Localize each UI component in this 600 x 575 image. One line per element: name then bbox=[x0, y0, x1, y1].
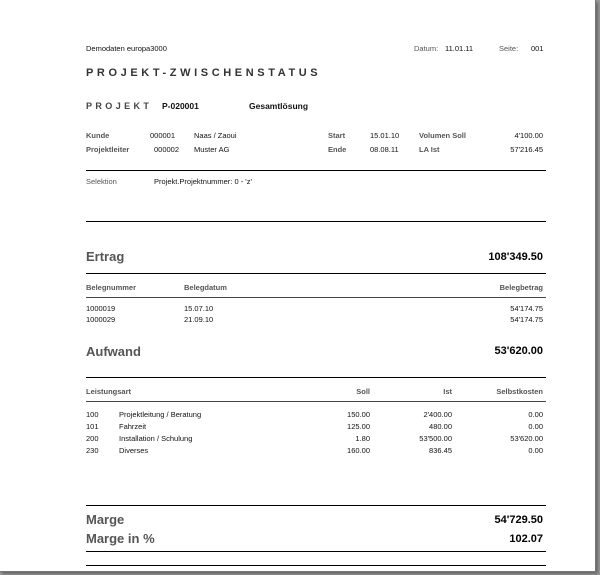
divider-aufwand bbox=[86, 377, 546, 378]
volumen-value: 4'100.00 bbox=[514, 131, 543, 140]
selektion-value: Projekt.Projektnummer: 0 - 'z' bbox=[154, 177, 252, 186]
belegdatum-cell: 15.07.10 bbox=[184, 304, 214, 313]
la-ist-value: 57'216.45 bbox=[510, 145, 543, 154]
ist-cell: 480.00 bbox=[429, 422, 452, 431]
leistungsart-code: 200 bbox=[86, 434, 99, 443]
seite-value: 001 bbox=[531, 44, 544, 53]
marge-pct-value: 102.07 bbox=[509, 533, 543, 545]
table-row bbox=[86, 315, 546, 325]
divider-summary-bottom bbox=[86, 565, 546, 566]
soll-cell: 160.00 bbox=[347, 446, 370, 455]
aufwand-total: 53'620.00 bbox=[494, 345, 543, 357]
col-belegnummer: Belegnummer bbox=[86, 283, 137, 292]
ende-label: Ende bbox=[328, 145, 347, 154]
document-title: PROJEKT-ZWISCHENSTATUS bbox=[86, 67, 322, 79]
datum-label: Datum: bbox=[414, 44, 439, 53]
leistungsart-code: 101 bbox=[86, 422, 99, 431]
table-row bbox=[86, 410, 546, 420]
table-row bbox=[86, 422, 546, 432]
kunde-number: 000001 bbox=[150, 131, 176, 140]
seite-label: Seite: bbox=[499, 44, 519, 53]
selbstkosten-cell: 0.00 bbox=[528, 422, 543, 431]
ende-value: 08.08.11 bbox=[370, 145, 399, 154]
col-soll: Soll bbox=[356, 387, 370, 396]
kunde-label: Kunde bbox=[86, 131, 110, 140]
selbstkosten-cell: 0.00 bbox=[528, 446, 543, 455]
projektleiter-number: 000002 bbox=[154, 145, 180, 154]
divider-info bbox=[86, 170, 546, 171]
divider-selektion bbox=[86, 221, 546, 222]
ertrag-total: 108'349.50 bbox=[488, 251, 543, 263]
ist-cell: 53'500.00 bbox=[419, 434, 452, 443]
leistungsart-name: Installation / Schulung bbox=[119, 434, 193, 443]
col-ist: Ist bbox=[443, 387, 452, 396]
soll-cell: 1.80 bbox=[355, 434, 370, 443]
table-row bbox=[86, 434, 546, 444]
marge-label: Marge bbox=[86, 512, 125, 527]
divider-summary-mid bbox=[86, 551, 546, 552]
projekt-name: Gesamtlösung bbox=[249, 101, 309, 111]
divider-summary-top bbox=[86, 505, 546, 506]
volumen-label: Volumen Soll bbox=[419, 131, 466, 140]
leistungsart-name: Projektleitung / Beratung bbox=[119, 410, 202, 419]
belegdatum-cell: 21.09.10 bbox=[184, 315, 214, 324]
la-ist-label: LA Ist bbox=[419, 145, 440, 154]
table-row bbox=[86, 446, 546, 456]
table-row bbox=[86, 304, 546, 314]
projekt-label: PROJEKT bbox=[86, 101, 153, 111]
col-selbstkosten: Selbstkosten bbox=[496, 387, 543, 396]
divider-ertrag bbox=[86, 273, 546, 274]
belegnummer-cell: 1000019 bbox=[86, 304, 116, 313]
datum-value: 11.01.11 bbox=[445, 44, 474, 53]
selektion-label: Selektion bbox=[86, 177, 117, 186]
aufwand-header-row bbox=[86, 387, 546, 397]
belegbetrag-cell: 54'174.75 bbox=[510, 315, 543, 324]
leistungsart-name: Fahrzeit bbox=[119, 422, 147, 431]
col-leistungsart: Leistungsart bbox=[86, 387, 132, 396]
belegnummer-cell: 1000029 bbox=[86, 315, 116, 324]
ertrag-title: Ertrag bbox=[86, 249, 125, 264]
divider-aufwand-header bbox=[86, 401, 546, 402]
col-belegdatum: Belegdatum bbox=[184, 283, 227, 292]
leistungsart-name: Diverses bbox=[119, 446, 149, 455]
marge-value: 54'729.50 bbox=[494, 514, 543, 526]
projektleiter-label: Projektleiter bbox=[86, 145, 130, 154]
col-belegbetrag: Belegbetrag bbox=[499, 283, 543, 292]
ist-cell: 2'400.00 bbox=[423, 410, 452, 419]
projekt-number: P-020001 bbox=[162, 101, 199, 111]
selbstkosten-cell: 0.00 bbox=[528, 410, 543, 419]
soll-cell: 125.00 bbox=[347, 422, 370, 431]
soll-cell: 150.00 bbox=[347, 410, 370, 419]
start-value: 15.01.10 bbox=[370, 131, 400, 140]
leistungsart-code: 100 bbox=[86, 410, 99, 419]
company-name: Demodaten europa3000 bbox=[86, 44, 167, 53]
ist-cell: 836.45 bbox=[429, 446, 452, 455]
ertrag-header-row bbox=[86, 283, 546, 293]
selbstkosten-cell: 53'620.00 bbox=[510, 434, 543, 443]
kunde-name: Naas / Zaoui bbox=[194, 131, 237, 140]
belegbetrag-cell: 54'174.75 bbox=[510, 304, 543, 313]
projektleiter-name: Muster AG bbox=[194, 145, 230, 154]
leistungsart-code: 230 bbox=[86, 446, 99, 455]
start-label: Start bbox=[328, 131, 346, 140]
marge-pct-label: Marge in % bbox=[86, 531, 155, 546]
divider-ertrag-header bbox=[86, 297, 546, 298]
aufwand-title: Aufwand bbox=[86, 344, 141, 359]
